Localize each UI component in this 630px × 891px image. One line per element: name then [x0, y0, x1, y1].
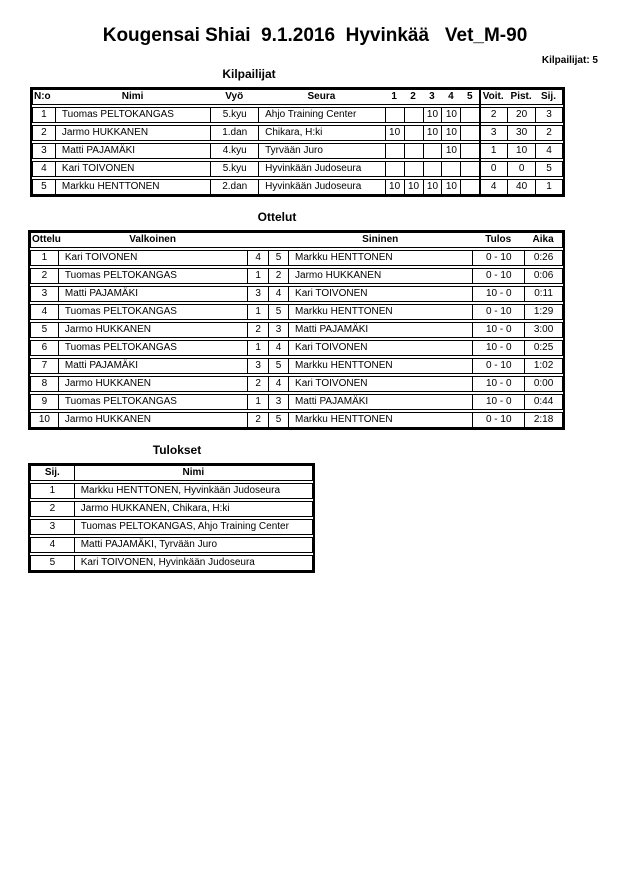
match-number: 1: [41, 252, 48, 263]
result-name: Tuomas PELTOKANGAS, Ahjo Training Center: [74, 520, 312, 534]
round-1-score: 10: [385, 126, 404, 140]
header-wins: Voit.: [482, 91, 504, 102]
round-2-score: [404, 126, 423, 140]
match-number: 6: [41, 342, 48, 353]
match-number: 10: [38, 414, 50, 425]
match-time: 0:26: [524, 251, 562, 265]
header-round-3: 3: [429, 91, 435, 102]
match-number: 5: [41, 324, 48, 335]
thick-column-divider: [479, 89, 481, 195]
blue-competitor-no: 5: [268, 305, 288, 319]
competitor-name: Tuomas PELTOKANGAS: [55, 108, 210, 122]
header-result: Tulos: [485, 234, 512, 245]
white-competitor: Tuomas PELTOKANGAS: [58, 269, 247, 283]
competitor-points: 0: [507, 162, 535, 176]
white-competitor-no: 1: [247, 305, 268, 319]
header-points: Pist.: [510, 91, 532, 102]
round-4-score: 10: [441, 108, 460, 122]
white-competitor: Matti PAJAMÄKI: [58, 287, 247, 301]
match-result: 0 - 10: [472, 305, 524, 319]
competitor-points: 10: [507, 144, 535, 158]
header-place: Sij.: [540, 91, 556, 102]
section-heading-matches: Ottelut: [257, 210, 297, 224]
match-time: 0:11: [524, 287, 562, 301]
round-5-score: [460, 108, 479, 122]
white-competitor: Matti PAJAMÄKI: [58, 359, 247, 373]
white-competitor: Tuomas PELTOKANGAS: [58, 395, 247, 409]
competitor-wins: 4: [479, 180, 507, 194]
match-time: 0:06: [524, 269, 562, 283]
blue-competitor-no: 4: [268, 341, 288, 355]
match-row: [30, 268, 563, 284]
header-round-4: 4: [448, 91, 454, 102]
competitor-club: Hyvinkään Judoseura: [258, 180, 385, 194]
competitor-belt: 1.dan: [210, 126, 258, 140]
blue-competitor-no: 3: [268, 323, 288, 337]
competitor-club: Ahjo Training Center: [258, 108, 385, 122]
competitor-points: 20: [507, 108, 535, 122]
match-result: 10 - 0: [472, 287, 524, 301]
header-round-1: 1: [391, 91, 397, 102]
section-heading-results: Tulokset: [152, 443, 202, 457]
match-time: 0:25: [524, 341, 562, 355]
white-competitor-no: 3: [247, 359, 268, 373]
match-number: 9: [41, 396, 48, 407]
round-4-score: 10: [441, 126, 460, 140]
competitor-name: Markku HENTTONEN: [55, 180, 210, 194]
competitor-name: Jarmo HUKKANEN: [55, 126, 210, 140]
competitor-row: [32, 143, 563, 159]
competitors-header-row: [32, 89, 563, 105]
match-result: 0 - 10: [472, 251, 524, 265]
matches-table: [28, 230, 565, 430]
white-competitor: Kari TOIVONEN: [58, 251, 247, 265]
header-result-place: Sij.: [44, 467, 60, 478]
white-competitor: Jarmo HUKKANEN: [58, 413, 247, 427]
round-5-score: [460, 180, 479, 194]
match-row: [30, 286, 563, 302]
round-4-score: [441, 162, 460, 176]
result-place: 4: [49, 539, 56, 550]
blue-competitor: Kari TOIVONEN: [288, 377, 472, 391]
round-2-score: [404, 162, 423, 176]
match-time: 3:00: [524, 323, 562, 337]
match-number: 2: [41, 270, 48, 281]
blue-competitor-no: 3: [268, 395, 288, 409]
competitor-wins: 2: [479, 108, 507, 122]
white-competitor-no: 2: [247, 413, 268, 427]
blue-competitor-no: 2: [268, 269, 288, 283]
result-name: Jarmo HUKKANEN, Chikara, H:ki: [74, 502, 312, 516]
match-time: 2:18: [524, 413, 562, 427]
result-place: 3: [49, 521, 56, 532]
competitors-table: [30, 87, 565, 197]
competitor-club: Chikara, H:ki: [258, 126, 385, 140]
blue-competitor-no: 4: [268, 377, 288, 391]
match-result: 10 - 0: [472, 341, 524, 355]
blue-competitor: Matti PAJAMÄKI: [288, 395, 472, 409]
competitor-name: Kari TOIVONEN: [55, 162, 210, 176]
match-result: 10 - 0: [472, 377, 524, 391]
competitor-belt: 5.kyu: [210, 108, 258, 122]
match-number: 4: [41, 306, 48, 317]
result-place: 5: [49, 557, 56, 568]
match-result: 0 - 10: [472, 359, 524, 373]
blue-competitor: Markku HENTTONEN: [288, 251, 472, 265]
competitor-row: [32, 161, 563, 177]
competitor-wins: 1: [479, 144, 507, 158]
blue-competitor-no: 5: [268, 413, 288, 427]
results-header-row: [30, 465, 313, 481]
header-match: Ottelu: [32, 234, 61, 245]
white-competitor: Tuomas PELTOKANGAS: [58, 305, 247, 319]
competitor-club: Hyvinkään Judoseura: [258, 162, 385, 176]
competitor-place: 3: [535, 108, 562, 122]
white-competitor-no: 1: [247, 269, 268, 283]
results-table: [28, 463, 315, 573]
header-blue: Sininen: [362, 234, 399, 245]
header-white: Valkoinen: [129, 234, 176, 245]
match-result: 10 - 0: [472, 323, 524, 337]
blue-competitor: Jarmo HUKKANEN: [288, 269, 472, 283]
competitor-number: 1: [41, 109, 47, 120]
round-3-score: 10: [423, 180, 442, 194]
white-competitor: Jarmo HUKKANEN: [58, 377, 247, 391]
match-time: 1:29: [524, 305, 562, 319]
round-1-score: [385, 144, 404, 158]
page-title: Kougensai Shiai 9.1.2016 Hyvinkää Vet_M-90: [102, 25, 528, 46]
white-competitor-no: 1: [247, 341, 268, 355]
blue-competitor-no: 5: [268, 359, 288, 373]
competitor-number: 4: [41, 163, 47, 174]
header-round-2: 2: [410, 91, 416, 102]
competitor-row: [32, 107, 563, 123]
result-name: Matti PAJAMÄKI, Tyrvään Juro: [74, 538, 312, 552]
white-competitor-no: 1: [247, 395, 268, 409]
blue-competitor-no: 5: [268, 251, 288, 265]
match-number: 8: [41, 378, 48, 389]
matches-header-row: [30, 232, 563, 248]
match-number: 7: [41, 360, 48, 371]
result-row: [30, 519, 313, 535]
match-time: 0:00: [524, 377, 562, 391]
competitor-points: 40: [507, 180, 535, 194]
competitor-place: 4: [535, 144, 562, 158]
competitor-row: [32, 125, 563, 141]
blue-competitor: Matti PAJAMÄKI: [288, 323, 472, 337]
result-place: 1: [49, 485, 56, 496]
round-2-score: 10: [404, 180, 423, 194]
blue-competitor: Kari TOIVONEN: [288, 341, 472, 355]
competitor-points: 30: [507, 126, 535, 140]
competitor-club: Tyrvään Juro: [258, 144, 385, 158]
header-spacer-1: [247, 233, 268, 247]
round-3-score: [423, 162, 442, 176]
round-3-score: [423, 144, 442, 158]
white-competitor: Tuomas PELTOKANGAS: [58, 341, 247, 355]
white-competitor-no: 3: [247, 287, 268, 301]
match-row: [30, 340, 563, 356]
competitors-count-label: Kilpailijat: 5: [541, 55, 598, 66]
competitor-number: 3: [41, 145, 47, 156]
round-2-score: [404, 144, 423, 158]
match-row: [30, 358, 563, 374]
match-time: 1:02: [524, 359, 562, 373]
competitor-place: 5: [535, 162, 562, 176]
competitor-wins: 3: [479, 126, 507, 140]
header-name: Nimi: [121, 91, 144, 102]
header-time: Aika: [532, 234, 554, 245]
white-competitor: Jarmo HUKKANEN: [58, 323, 247, 337]
result-row: [30, 555, 313, 571]
match-row: [30, 250, 563, 266]
header-result-name: Nimi: [74, 466, 312, 480]
match-time: 0:44: [524, 395, 562, 409]
round-4-score: 10: [441, 144, 460, 158]
result-row: [30, 483, 313, 499]
blue-competitor: Markku HENTTONEN: [288, 305, 472, 319]
result-place: 2: [49, 503, 56, 514]
blue-competitor-no: 4: [268, 287, 288, 301]
round-1-score: 10: [385, 180, 404, 194]
round-5-score: [460, 162, 479, 176]
white-competitor-no: 4: [247, 251, 268, 265]
result-row: [30, 501, 313, 517]
round-3-score: 10: [423, 126, 442, 140]
match-result: 0 - 10: [472, 269, 524, 283]
competitor-belt: 5.kyu: [210, 162, 258, 176]
match-row: [30, 322, 563, 338]
round-1-score: [385, 108, 404, 122]
header-belt: Vyö: [225, 91, 244, 102]
blue-competitor: Markku HENTTONEN: [288, 413, 472, 427]
competitor-belt: 2.dan: [210, 180, 258, 194]
competitor-name: Matti PAJAMÄKI: [55, 144, 210, 158]
blue-competitor: Kari TOIVONEN: [288, 287, 472, 301]
result-row: [30, 537, 313, 553]
result-name: Kari TOIVONEN, Hyvinkään Judoseura: [74, 556, 312, 570]
header-no: N:o: [34, 91, 51, 102]
round-1-score: [385, 162, 404, 176]
competitor-belt: 4.kyu: [210, 144, 258, 158]
match-row: [30, 304, 563, 320]
competitor-place: 2: [535, 126, 562, 140]
header-round-5: 5: [467, 91, 473, 102]
section-heading-competitors: Kilpailijat: [222, 67, 276, 81]
competitor-wins: 0: [479, 162, 507, 176]
white-competitor-no: 2: [247, 377, 268, 391]
competitor-number: 5: [41, 181, 47, 192]
round-5-score: [460, 126, 479, 140]
round-5-score: [460, 144, 479, 158]
competitor-number: 2: [41, 127, 47, 138]
round-3-score: 10: [423, 108, 442, 122]
result-name: Markku HENTTONEN, Hyvinkään Judoseura: [74, 484, 312, 498]
white-competitor-no: 2: [247, 323, 268, 337]
match-row: [30, 412, 563, 428]
match-result: 10 - 0: [472, 395, 524, 409]
match-number: 3: [41, 288, 48, 299]
round-4-score: 10: [441, 180, 460, 194]
competitor-place: 1: [535, 180, 562, 194]
blue-competitor: Markku HENTTONEN: [288, 359, 472, 373]
header-spacer-2: [268, 233, 288, 247]
header-club: Seura: [307, 91, 336, 102]
match-row: [30, 394, 563, 410]
match-result: 0 - 10: [472, 413, 524, 427]
round-2-score: [404, 108, 423, 122]
match-row: [30, 376, 563, 392]
competitor-row: [32, 179, 563, 195]
